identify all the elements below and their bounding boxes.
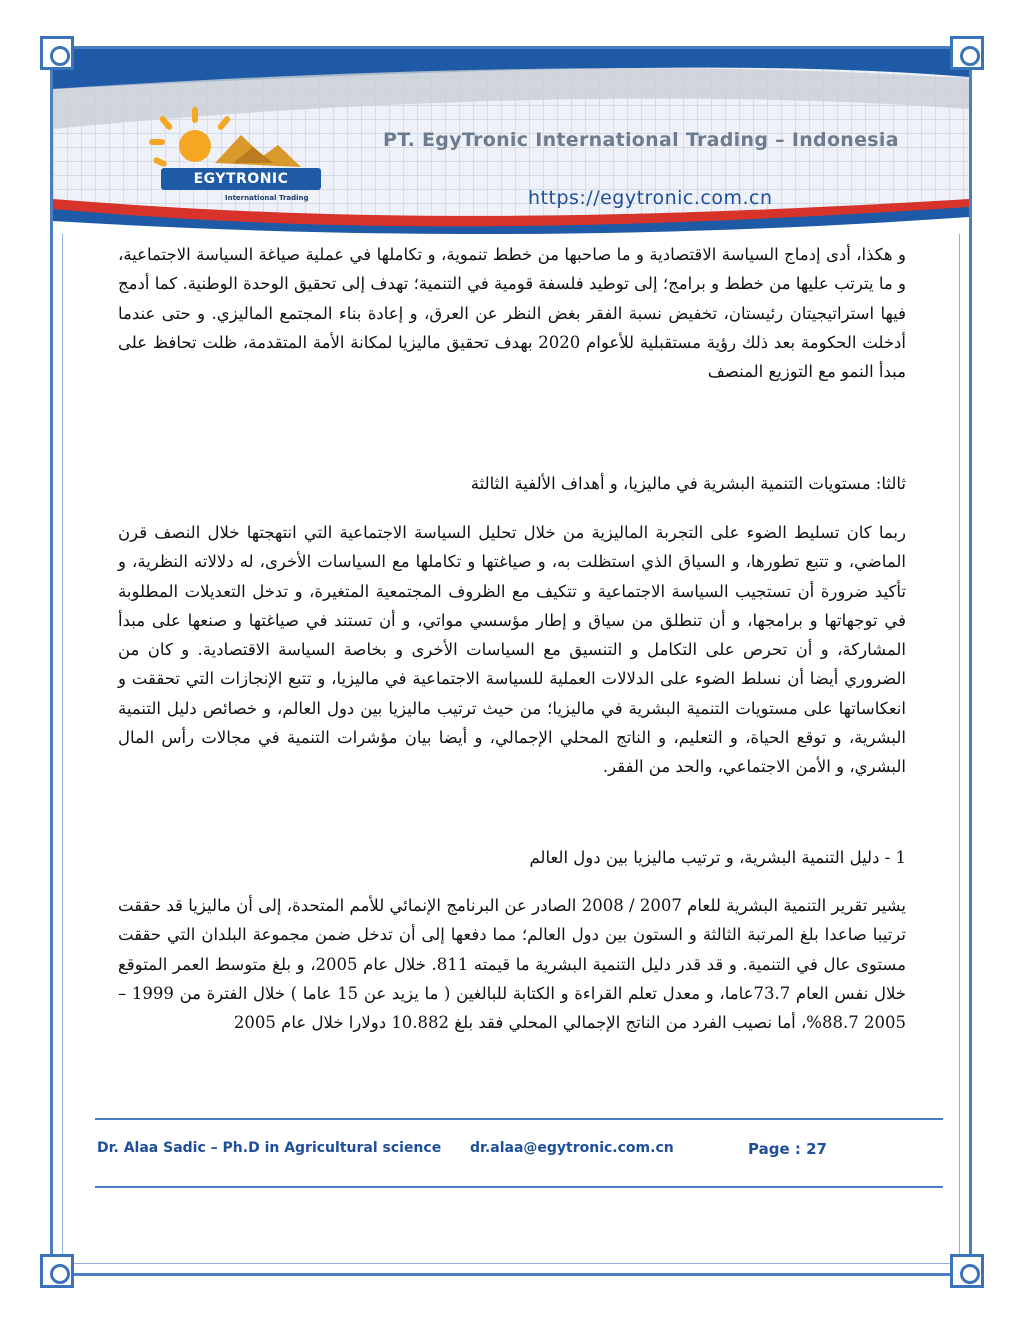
page-header bbox=[53, 49, 969, 234]
footer-divider-bottom bbox=[95, 1186, 943, 1188]
corner-ornament-top-left bbox=[40, 36, 74, 70]
footer-email-link[interactable]: dr.alaa@egytronic.com.cn bbox=[470, 1140, 674, 1156]
logo-wordmark: EGYTRONIC bbox=[161, 168, 321, 190]
logo-subtitle: International Trading bbox=[225, 194, 309, 202]
paragraph-intro: و هكذا، أدى إدماج السياسة الاقتصادية و ما صاحبها من خطط تنموية، و تكاملها في عملية صياغة السياسة الاجتماعية، و ما يترتب عليها من خطط و برامج؛ إلى توطيد فلسفة قومية في التنمية؛ تهدف إلى تحقيق الوحدة الوطنية. كما أدمج فيها استراتيجيتان رئيستان، تخفيض نسبة الفقر بغض النظر عن العرق، و إعادة بناء المجتمع الماليزي. و حتى عندما أدخلت الحكومة بعد ذلك رؤية مستقبلية للأعوام 2020 بهدف تحقيق ماليزيا لمكانة الأمة المتقدمة، ظلت تحافظ على مبدأ النمو مع التوزيع المنصف bbox=[118, 245, 906, 382]
corner-ornament-bottom-right bbox=[950, 1254, 984, 1288]
paragraph-hdi-report: يشير تقرير التنمية البشرية للعام 2007 / 2008 الصادر عن البرنامج الإنمائي للأمم المتحدة، إلى أن ماليزيا قد حققت ترتيبا صاعدا بلغ المرتبة الثالثة و الستون بين دول العالم؛ مما دفعها إلى أن تدخل ضمن مجموعة البلدان التي حققت مستوى عال في التنمية. و قد قدر دليل التنمية البشرية ما قيمته 811. خلال عام 2005، و بلغ متوسط العمر المتوقع خلال نفس العام 73.7عاما، و معدل تعلم القراءة و الكتابة للبالغين ( ما يزيد عن 15 عاما ) خلال الفترة من 1999 – 2005 88.7%، أما نصيب الفرد من الناتج الإجمالي المحلي فقد بلغ 10.882 دولارا خلال عام 2005 bbox=[118, 896, 907, 1033]
footer-author: Dr. Alaa Sadic – Ph.D in Agricultural science bbox=[97, 1140, 442, 1156]
corner-ornament-top-right bbox=[950, 36, 984, 70]
footer-page-number: Page : 27 bbox=[748, 1140, 827, 1158]
footer-divider-top bbox=[95, 1118, 943, 1120]
company-name: PT. EgyTronic International Trading – Indonesia bbox=[383, 129, 899, 151]
paragraph-social-policy: ربما كان تسليط الضوء على التجربة الماليزية من خلال تحليل السياسة الاجتماعية التي انتهجتها خلال النصف قرن الماضي، و تتبع تطورها، و السياق الذي استظلت به، و صياغتها و تكاملها مع السياسات الأخرى، له دلالاته النظرية، و تأكيد ضرورة أن تستجيب السياسة الاجتماعية و تتكيف مع الظروف المجتمعية المتغيرة، و تدخل التعديلات المطلوبة في توجهاتها و برامجها، و أن تنطلق من سياق و إطار مؤسسي مواتي، و أن تستند في صياغتها و صنعها على مبدأ المشاركة، و أن تحرص على التكامل و التنسيق مع السياسات الأخرى و بخاصة السياسة الاقتصادية. و كان من الضروري أيضا أن نسلط الضوء على الدلالات العملية للسياسة الاجتماعية في ماليزيا، و تتبع الإنجازات التي تحققت و انعكاساتها على مستويات التنمية البشرية في ماليزيا؛ من حيث ترتيب ماليزيا بين دول العالم، و خصائص دليل التنمية البشرية، و توقع الحياة، و التعليم، و الناتج المحلي الإجمالي، و أيضا بيان مؤشرات التنمية في مجالات رأس المال البشري، و الأمن الاجتماعي، والحد من الفقر. bbox=[118, 523, 906, 777]
section-heading-third: ثالثا: مستويات التنمية البشرية في ماليزيا، و أهداف الألفية الثالثة bbox=[470, 474, 906, 493]
corner-ornament-bottom-left bbox=[40, 1254, 74, 1288]
subsection-heading-hdi: 1 - دليل التنمية البشرية، و ترتيب ماليزيا بين دول العالم bbox=[529, 848, 906, 867]
company-url-link[interactable]: https://egytronic.com.cn bbox=[528, 187, 773, 209]
